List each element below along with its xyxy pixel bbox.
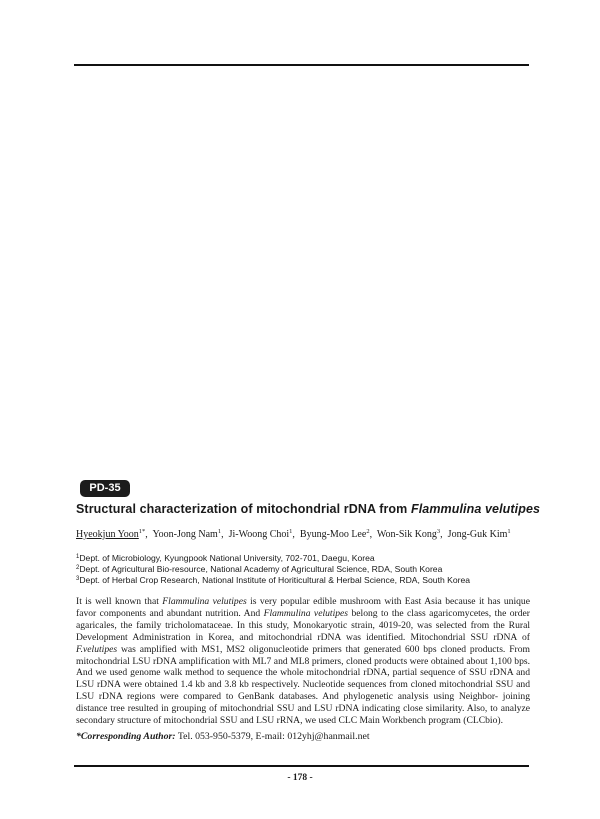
author-affil-mark: 1	[217, 528, 222, 535]
author-affil-mark: 1	[289, 528, 293, 535]
abstract-id-badge: PD-35	[80, 480, 130, 497]
affiliation-text: Dept. of Herbal Crop Research, National Institute of Horiticultural & Herbal Science, RDA, South Korea	[79, 575, 471, 585]
affiliation-text: Dept. of Microbiology, Kyungpook National University, 702-701, Daegu, Korea	[79, 553, 375, 563]
affiliation-item	[76, 575, 536, 586]
author-name: Won-Sik Kong	[376, 529, 437, 540]
affiliation-list	[76, 553, 536, 586]
title-text: Structural characterization of mitochondrial rDNA from	[76, 502, 411, 516]
paper-title	[76, 502, 541, 516]
author-name: Hyeokjun Yoon	[76, 529, 139, 540]
species-name: Flammulina velutipes	[263, 607, 349, 619]
affiliation-number: 2	[76, 565, 80, 571]
footer-rule	[74, 765, 529, 767]
author-list: Hyeokjun Yoon$^{1*}$, Yoon-Jong Nam$^1$, Ji-Woong Choi$^1$, Byung-Moo Lee$^2$, Won-Sik Kong$^3$, Jong-Guk Kim$^1$	[76, 528, 511, 540]
corresponding-contact: Tel. 053-950-5379, E-mail: 012yhj@hanmail.net	[175, 731, 370, 742]
species-name: F.velutipes	[76, 643, 118, 655]
header-rule	[74, 64, 529, 66]
affiliation-item	[76, 553, 536, 564]
author-affil-mark: 2	[366, 528, 370, 535]
author-affil-mark: 1	[507, 528, 511, 535]
affiliation-item	[76, 564, 536, 575]
affiliation-number: 1	[76, 554, 80, 560]
affiliation-text: Dept. of Agricultural Bio-resource, National Academy of Agricultural Science, RDA, South Korea	[79, 564, 443, 574]
abstract-body	[76, 596, 530, 727]
title-species: Flammulina velutipes	[410, 502, 541, 516]
abstract-text: is very popular edible mushroom with East Asia because it has unique favor components and abundant nutrition. And	[76, 596, 530, 619]
corresponding-author	[76, 731, 536, 742]
author-name: Byung-Moo Lee	[299, 529, 367, 540]
affiliation-number: 3	[76, 576, 80, 582]
page-number: - 178 -	[287, 773, 313, 783]
author-name: Ji-Woong Choi	[228, 529, 290, 540]
abstract-text: belong to the class agaricomycetes, the order agaricales, the family tricholomataceae. In this study, Monokaryotic strain, 4019-20, was selected from the Rural Development Administration in Korea, and mitochondrial rDNA was identified. Mitochondrial SSU rDNA of	[76, 607, 530, 643]
author-name: Yoon-Jong Nam	[152, 529, 218, 540]
abstract-text: was amplified with MS1, MS2 oligonucleotide primers that generated 600 bps cloned products. From mitochondrial LSU rDNA amplification with ML7 and ML8 primers, cloned products were obtained about 1,100 bps. And we used genome walk method to sequence the whole mitochondrial rDNA, partial sequence of SSU rDNA and LSU rDNA were obtained 1.4 kb and 3.8 kb respectively. Nucleotide sequences from cloned mitochondrial SSU and LSU rDNA regions were compared to GenBank databases. And phylogenetic analysis using Neighbor- joining distance tree resulted in grouping of mitochondrial SSU and LSU rDNA indicating close similarity. Also, to analyze secondary structure of mitochondrial SSU and LSU rRNA, we used CLC Main Workbench program (CLCbio).	[76, 643, 530, 727]
corresponding-label: *Corresponding Author:	[76, 731, 176, 742]
author-name: Jong-Guk Kim	[447, 529, 508, 540]
abstract-text: It is well known that	[76, 596, 163, 607]
author-affil-mark: 1*	[138, 528, 146, 535]
species-name: Flammulina velutipes	[162, 596, 247, 607]
author-affil-mark: 3	[436, 528, 441, 535]
